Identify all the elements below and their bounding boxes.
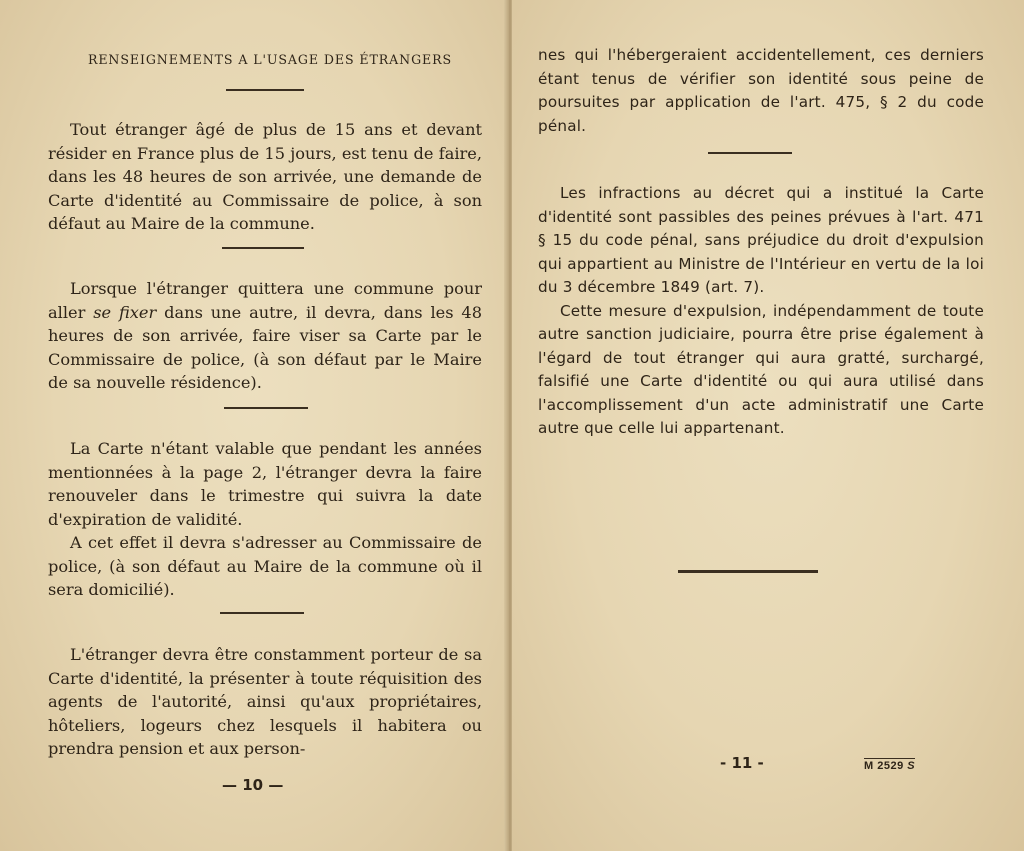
section-rule bbox=[224, 407, 308, 409]
page-heading: RENSEIGNEMENTS A L'USAGE DES ÉTRANGERS bbox=[87, 52, 453, 67]
paragraph-text: Les infractions au décret qui a institué la Carte d'identité sont passibles des peines prévues à l'art. 471 § 15 du code pénal, sans préjudice du droit d'expulsion qui appartient au Ministre de l'Intérieur en vertu de la loi du 3 décembre 1849 (art. 7). bbox=[538, 184, 984, 296]
paragraph-infractions bbox=[538, 182, 984, 441]
paragraph-age-requirement bbox=[48, 118, 482, 236]
paragraph-carry-card bbox=[48, 643, 482, 761]
heading-rule bbox=[226, 89, 304, 91]
paragraph-continuation bbox=[538, 44, 984, 138]
section-rule bbox=[708, 152, 792, 154]
end-rule bbox=[678, 570, 818, 573]
printer-mark-suffix: S bbox=[907, 760, 916, 772]
printer-mark bbox=[864, 758, 915, 772]
section-rule bbox=[222, 247, 304, 249]
paragraph-text: Tout étranger âgé de plus de 15 ans et devant résider en France plus de 15 jours, est tenu de faire, dans les 48 heures de son arrivée, une demande de Carte d'identité au Commissaire de police, à son défaut au Maire de la commune. bbox=[48, 120, 482, 233]
paragraph-text-start: Lorsque l'étranger quittera une commune pour aller bbox=[48, 279, 482, 322]
paragraph-validity bbox=[48, 437, 482, 602]
section-rule bbox=[220, 612, 304, 614]
left-page bbox=[0, 0, 508, 851]
paragraph-text: A cet effet il devra s'adresser au Commissaire de police, (à son défaut au Maire de la commune où il sera domicilié). bbox=[48, 533, 482, 599]
paragraph-text: L'étranger devra être constamment porteur de sa Carte d'identité, la présenter à toute réquisition des agents de l'autorité, ainsi qu'aux propriétaires, hôteliers, logeurs chez lesquels il habitera ou prendra pension et aux person- bbox=[48, 645, 482, 758]
paragraph-change-residence bbox=[48, 277, 482, 395]
emphasis-text: se fixer bbox=[93, 302, 157, 322]
page-number: - 11 - bbox=[720, 754, 764, 772]
right-page bbox=[512, 0, 1024, 851]
paragraph-text: nes qui l'hébergeraient accidentellement, ces derniers étant tenus de vérifier son identité sous peine de poursuites par application de l'art. 475, § 2 du code pénal. bbox=[538, 46, 984, 135]
paragraph-text bbox=[48, 277, 482, 395]
page-number: — 10 — bbox=[222, 776, 284, 794]
paragraph-text-end: dans une autre, il devra, dans les 48 heures de son arrivée, faire viser sa Carte par le Commissaire de police, (à son défaut par le Maire de sa nouvelle résidence). bbox=[48, 302, 482, 392]
paragraph-text: Cette mesure d'expulsion, indépendamment de toute autre sanction judiciaire, pourra être prise également à l'égard de tout étranger qui aura gratté, surchargé, falsifié une Carte d'identité ou qui aura utilisé dans l'accomplissement d'un acte administratif une Carte autre que celle lui appartenant. bbox=[538, 301, 984, 437]
paragraph-text: La Carte n'étant valable que pendant les années mentionnées à la page 2, l'étranger devra la faire renouveler dans le trimestre qui suivra la date d'expiration de validité. bbox=[48, 439, 482, 529]
printer-mark-code: M 2529 bbox=[864, 760, 904, 772]
